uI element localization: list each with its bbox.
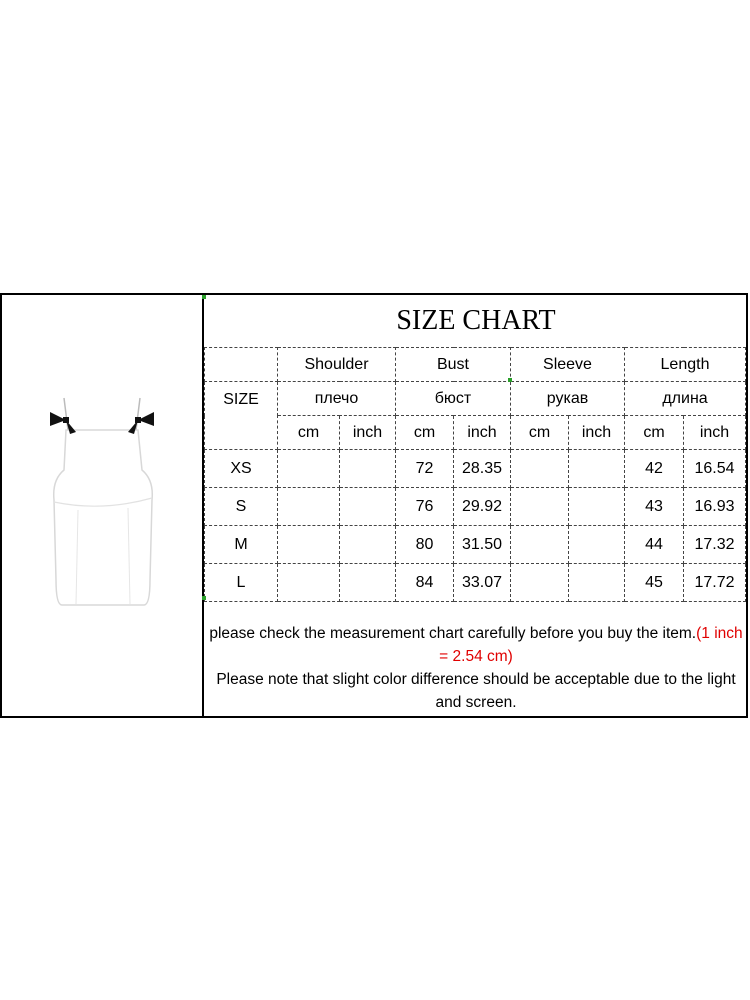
note-conversion: (1 inch = 2.54 cm) [439,625,743,665]
russian-header-row [205,382,746,416]
size-header: SIZE [205,382,278,450]
table-cell [278,450,340,488]
group-bust: Bust [396,348,511,382]
group-sleeve: Sleeve [511,348,625,382]
size-table [204,347,746,602]
bow-right-icon [128,412,154,434]
table-cell [569,450,625,488]
unit-cell: inch [684,416,746,450]
size-label: L [205,564,278,602]
table-cell [340,488,396,526]
bow-left-icon [50,412,76,434]
group-header-row [205,348,746,382]
table-cell: 43 [625,488,684,526]
table-cell: 17.32 [684,526,746,564]
unit-cell: cm [278,416,340,450]
group-shoulder: Shoulder [278,348,396,382]
table-cell [569,488,625,526]
table-cell [569,564,625,602]
group-length-ru: длина [625,382,746,416]
table-cell: 29.92 [454,488,511,526]
table-cell: 72 [396,450,454,488]
table-cell: 44 [625,526,684,564]
table-row [205,450,746,488]
corner-mark [202,295,206,299]
table-cell [569,526,625,564]
chart-title: SIZE CHART [396,305,556,336]
table-cell: 80 [396,526,454,564]
group-sleeve-ru: рукав [511,382,625,416]
table-cell: 16.54 [684,450,746,488]
table-cell: 31.50 [454,526,511,564]
table-cell [511,564,569,602]
table-cell [278,564,340,602]
size-chart-frame [0,293,748,718]
size-chart [204,295,748,716]
table-row [205,488,746,526]
table-cell: 17.72 [684,564,746,602]
note-line-2: Please note that slight color difference should be acceptable due to the light and screen. [216,671,736,711]
table-cell [340,564,396,602]
table-cell [511,488,569,526]
size-label: S [205,488,278,526]
table-cell [278,488,340,526]
corner-cell [205,348,278,382]
table-cell: 42 [625,450,684,488]
table-cell: 28.35 [454,450,511,488]
note-text: please check the measurement chart carefully before you buy the item. [209,625,697,642]
size-label: M [205,526,278,564]
notes [204,622,748,714]
corner-mark [508,378,512,382]
group-shoulder-ru: плечо [278,382,396,416]
table-row [205,564,746,602]
units-row [205,416,746,450]
table-cell: 33.07 [454,564,511,602]
table-cell [278,526,340,564]
product-image [32,390,172,610]
unit-cell: cm [625,416,684,450]
group-bust-ru: бюст [396,382,511,416]
table-cell: 45 [625,564,684,602]
unit-cell: inch [340,416,396,450]
table-cell [340,526,396,564]
table-cell [340,450,396,488]
corner-mark [202,596,206,600]
unit-cell: inch [569,416,625,450]
table-cell [511,526,569,564]
note-line-1 [204,622,748,668]
table-cell [511,450,569,488]
unit-cell: inch [454,416,511,450]
table-cell: 76 [396,488,454,526]
table-cell: 84 [396,564,454,602]
unit-cell: cm [396,416,454,450]
unit-cell: cm [511,416,569,450]
table-row [205,526,746,564]
group-length: Length [625,348,746,382]
table-cell: 16.93 [684,488,746,526]
size-label: XS [205,450,278,488]
